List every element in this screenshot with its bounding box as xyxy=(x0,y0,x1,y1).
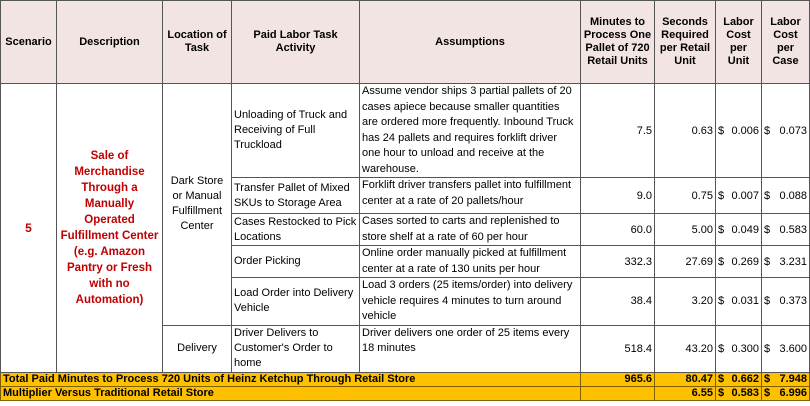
case-cost-value: 0.073 xyxy=(779,124,807,137)
currency-symbol: $ xyxy=(764,124,771,137)
seconds-cell: 5.00 xyxy=(655,214,716,246)
unit-cost-cell xyxy=(716,178,762,214)
header-scenario: Scenario xyxy=(1,1,57,84)
table-row xyxy=(1,84,810,178)
header-row xyxy=(1,1,810,84)
header-seconds: Seconds Required per Retail Unit xyxy=(655,1,716,84)
currency-symbol: $ xyxy=(764,386,771,399)
activity-cell: Order Picking xyxy=(232,246,360,278)
currency-symbol: $ xyxy=(718,189,725,202)
multiplier-case-cost-value: 6.996 xyxy=(779,386,807,399)
minutes-cell: 60.0 xyxy=(581,214,655,246)
case-cost-value: 0.088 xyxy=(779,189,807,202)
unit-cost-value: 0.269 xyxy=(731,255,759,268)
currency-symbol: $ xyxy=(718,386,725,399)
unit-cost-value: 0.006 xyxy=(731,124,759,137)
multiplier-label: Multiplier Versus Traditional Retail Store xyxy=(1,386,581,400)
unit-cost-cell xyxy=(716,278,762,326)
activity-cell: Transfer Pallet of Mixed SKUs to Storage Area xyxy=(232,178,360,214)
activity-cell: Cases Restocked to Pick Locations xyxy=(232,214,360,246)
currency-symbol: $ xyxy=(764,189,771,202)
case-cost-cell xyxy=(762,325,810,372)
multiplier-case-cost xyxy=(762,386,810,400)
minutes-cell: 518.4 xyxy=(581,325,655,372)
total-label: Total Paid Minutes to Process 720 Units of Heinz Ketchup Through Retail Store xyxy=(1,372,581,386)
unit-cost-cell xyxy=(716,84,762,178)
unit-cost-value: 0.031 xyxy=(731,295,759,308)
currency-symbol: $ xyxy=(718,223,725,236)
seconds-cell: 43.20 xyxy=(655,325,716,372)
header-labor-unit: Labor Cost per Unit xyxy=(716,1,762,84)
scenario-description: Sale of Merchandise Through a Manually Operated Fulfillment Center (e.g. Amazon Pantry or Fresh with no Automation) xyxy=(57,84,163,373)
case-cost-value: 0.373 xyxy=(779,295,807,308)
location-delivery: Delivery xyxy=(163,325,232,372)
currency-symbol: $ xyxy=(718,124,725,137)
header-activity: Paid Labor Task Activity xyxy=(232,1,360,84)
case-cost-cell xyxy=(762,214,810,246)
seconds-cell: 3.20 xyxy=(655,278,716,326)
case-cost-cell xyxy=(762,278,810,326)
total-case-cost-value: 7.948 xyxy=(779,372,807,385)
total-minutes: 965.6 xyxy=(581,372,655,386)
location-store: Dark Store or Manual Fulfillment Center xyxy=(163,84,232,326)
header-description: Description xyxy=(57,1,163,84)
currency-symbol: $ xyxy=(718,295,725,308)
minutes-cell: 332.3 xyxy=(581,246,655,278)
multiplier-minutes xyxy=(581,386,655,400)
total-unit-cost xyxy=(716,372,762,386)
unit-cost-cell xyxy=(716,214,762,246)
multiplier-seconds: 6.55 xyxy=(655,386,716,400)
total-unit-cost-value: 0.662 xyxy=(731,372,759,385)
assumption-cell: Assume vendor ships 3 partial pallets of 20 cases apiece because smaller quantities are ordered more frequently. Inbound Truck has 24 pallets and requires forklift driver one hour to unload and receive at the warehouse. xyxy=(360,84,581,178)
case-cost-cell xyxy=(762,178,810,214)
minutes-cell: 38.4 xyxy=(581,278,655,326)
total-seconds: 80.47 xyxy=(655,372,716,386)
currency-symbol: $ xyxy=(764,342,771,355)
currency-symbol: $ xyxy=(764,295,771,308)
case-cost-value: 3.600 xyxy=(779,342,807,355)
header-labor-case: Labor Cost per Case xyxy=(762,1,810,84)
unit-cost-cell xyxy=(716,246,762,278)
activity-cell: Unloading of Truck and Receiving of Full Truckload xyxy=(232,84,360,178)
unit-cost-value: 0.300 xyxy=(731,342,759,355)
unit-cost-cell xyxy=(716,325,762,372)
multiplier-row xyxy=(1,386,810,400)
total-case-cost xyxy=(762,372,810,386)
assumption-cell: Forklift driver transfers pallet into fulfillment center at a rate of 20 pallets/hour xyxy=(360,178,581,214)
currency-symbol: $ xyxy=(718,255,725,268)
seconds-cell: 27.69 xyxy=(655,246,716,278)
currency-symbol: $ xyxy=(764,372,771,385)
case-cost-value: 0.583 xyxy=(779,223,807,236)
unit-cost-value: 0.007 xyxy=(731,189,759,202)
minutes-cell: 9.0 xyxy=(581,178,655,214)
activity-cell: Driver Delivers to Customer's Order to home xyxy=(232,325,360,372)
header-location: Location of Task xyxy=(163,1,232,84)
header-minutes: Minutes to Process One Pallet of 720 Retail Units xyxy=(581,1,655,84)
unit-cost-value: 0.049 xyxy=(731,223,759,236)
case-cost-cell xyxy=(762,246,810,278)
currency-symbol: $ xyxy=(718,372,725,385)
seconds-cell: 0.63 xyxy=(655,84,716,178)
total-row xyxy=(1,372,810,386)
minutes-cell: 7.5 xyxy=(581,84,655,178)
currency-symbol: $ xyxy=(764,223,771,236)
assumption-cell: Load 3 orders (25 items/order) into delivery vehicle requires 4 minutes to turn around vehicle xyxy=(360,278,581,326)
currency-symbol: $ xyxy=(764,255,771,268)
assumption-cell: Driver delivers one order of 25 items every 18 minutes xyxy=(360,325,581,372)
activity-cell: Load Order into Delivery Vehicle xyxy=(232,278,360,326)
seconds-cell: 0.75 xyxy=(655,178,716,214)
multiplier-unit-cost xyxy=(716,386,762,400)
case-cost-value: 3.231 xyxy=(779,255,807,268)
header-assumptions: Assumptions xyxy=(360,1,581,84)
assumption-cell: Cases sorted to carts and replenished to store shelf at a rate of 60 per hour xyxy=(360,214,581,246)
case-cost-cell xyxy=(762,84,810,178)
assumption-cell: Online order manually picked at fulfillment center at a rate of 130 units per hour xyxy=(360,246,581,278)
scenario-number: 5 xyxy=(1,84,57,373)
multiplier-unit-cost-value: 0.583 xyxy=(731,386,759,399)
currency-symbol: $ xyxy=(718,342,725,355)
